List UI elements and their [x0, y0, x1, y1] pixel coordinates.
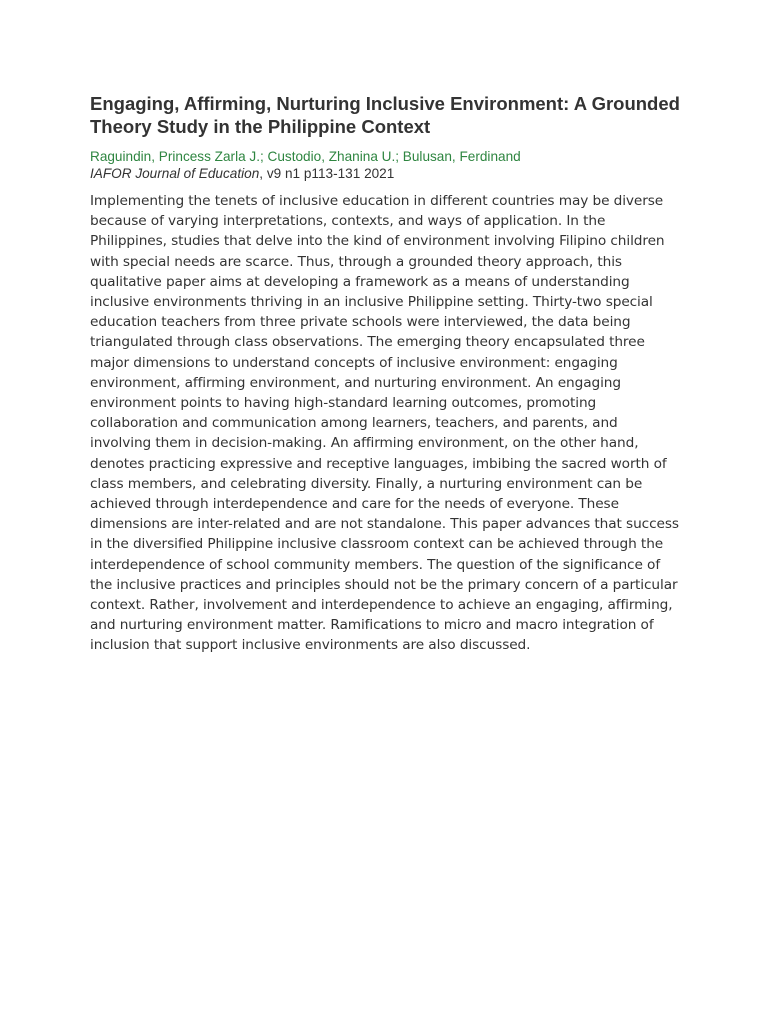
abstract-text: Implementing the tenets of inclusive education in different countries may be diverse because of varying interpretations, contexts, and ways of application. In the Philippines, studies that delve into the kind of environment involving Filipino children with special needs are scarce. Thus, through a grounded theory approach, this qualitative paper aims at developing a framework as a means of understanding inclusive environments thriving in an inclusive Philippine setting. Thirty-two special education teachers from three private schools were interviewed, the data being triangulated through class observations. The emerging theory encapsulated three major dimensions to understand concepts of inclusive environment: engaging environment, affirming environment, and nurturing environment. An engaging environment points to having high-standard learning outcomes, promoting collaboration and communication among learners, teachers, and parents, and involving them in decision-making. An affirming environment, on the other hand, denotes practicing expressive and receptive languages, imbibing the sacred worth of class members, and celebrating diversity. Finally, a nurturing environment can be achieved through interdependence and care for the needs of everyone. These dimensions are inter-related and are not standalone. This paper advances that success in the diversified Philippine inclusive classroom context can be achieved through the interdependence of school community members. The question of the significance of the inclusive practices and principles should not be the primary concern of a particular context. Rather, involvement and interdependence to achieve an engaging, affirming, and nurturing environment matter. Ramifications to micro and macro integration of inclusion that support inclusive environments are also discussed. [90, 193, 679, 654]
article-title: Engaging, Affirming, Nurturing Inclusive Environment: A Grounded Theory Study in the Philippine Context [90, 93, 680, 137]
citation-line [90, 165, 682, 182]
record-container [90, 92, 682, 656]
citation-details: , v9 n1 p113-131 2021 [259, 166, 395, 181]
journal-name: IAFOR Journal of Education [90, 166, 260, 181]
author-list[interactable]: Raguindin, Princess Zarla J.; Custodio, Zhanina U.; Bulusan, Ferdinand [90, 149, 521, 164]
